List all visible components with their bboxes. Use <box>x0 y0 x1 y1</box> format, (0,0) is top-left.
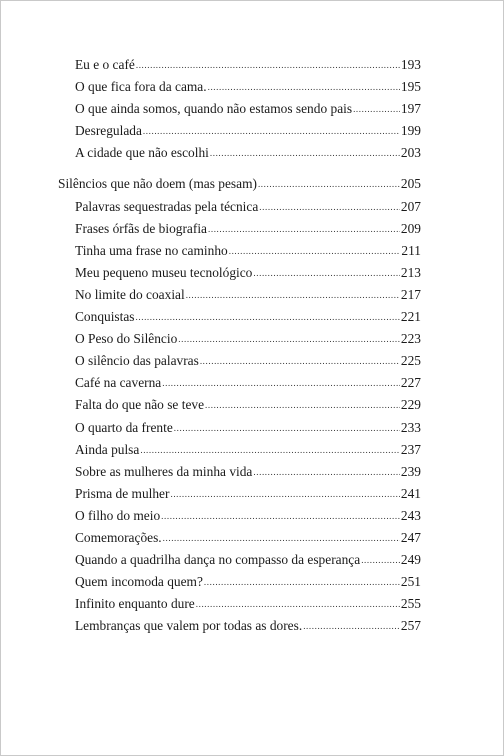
dot-leader <box>303 615 400 637</box>
toc-entry-title: A cidade que não escolhi <box>75 145 209 161</box>
toc-entry-title: Infinito enquanto dure <box>75 596 195 612</box>
toc-entry[interactable] <box>58 142 421 164</box>
toc-entry[interactable] <box>58 54 421 76</box>
toc-entry[interactable] <box>58 505 421 527</box>
toc-entry[interactable] <box>58 306 421 328</box>
toc-entry-page: 213 <box>400 264 421 280</box>
toc-entry-page: 221 <box>400 309 421 325</box>
toc-entry-title: Comemorações. <box>75 529 162 545</box>
toc-entry-title: Eu e o café <box>75 57 135 72</box>
toc-entry-page: 233 <box>400 419 421 435</box>
toc-entry-title: Conquistas <box>75 309 135 325</box>
toc-entry[interactable] <box>58 527 421 549</box>
dot-leader <box>208 218 400 240</box>
toc-entry-title: Sobre as mulheres da minha vida <box>75 463 253 479</box>
toc-entry-page: 205 <box>400 176 421 192</box>
toc-entry[interactable] <box>58 483 421 505</box>
toc-entry[interactable] <box>58 461 421 483</box>
toc-entry-title: Palavras sequestradas pela técnica <box>75 198 259 214</box>
toc-entry-title: Lembranças que valem por todas as dores. <box>75 618 303 634</box>
toc-entry-page: 257 <box>400 618 421 634</box>
toc-entry-title: O que fica fora da cama. <box>75 79 207 95</box>
toc-entry[interactable] <box>58 350 421 372</box>
toc-entry-title: Falta do que não se teve <box>75 397 205 413</box>
toc-entry-page: 197 <box>400 101 421 117</box>
dot-leader <box>229 240 401 262</box>
toc-entry-page: 241 <box>400 485 421 501</box>
toc-entry-title: No limite do coaxial <box>75 286 185 302</box>
toc-entry-page: 211 <box>401 242 421 258</box>
toc-entry-title: Quando a quadrilha dança no compasso da esperança <box>75 552 361 568</box>
dot-leader <box>136 54 400 76</box>
toc-entry-page: 229 <box>400 397 421 413</box>
dot-leader <box>361 549 400 571</box>
toc-entry-page: 203 <box>400 145 421 161</box>
toc-entry[interactable] <box>58 262 421 284</box>
toc-entry-title: Frases órfãs de biografia <box>75 220 207 236</box>
toc-entry-title: O silêncio das palavras <box>75 353 199 369</box>
toc-entry[interactable] <box>58 394 421 416</box>
dot-leader <box>143 120 400 142</box>
toc-entry-page: 193 <box>400 57 421 72</box>
toc-entry[interactable] <box>58 218 421 240</box>
dot-leader <box>161 505 400 527</box>
dot-leader <box>136 306 400 328</box>
dot-leader <box>205 394 400 416</box>
dot-leader <box>204 571 400 593</box>
toc-entry-page: 223 <box>400 331 421 347</box>
toc-entry[interactable] <box>58 615 421 637</box>
toc-entry-title: Café na caverna <box>75 375 162 391</box>
dot-leader <box>178 328 400 350</box>
toc-entry-page: 207 <box>400 198 421 214</box>
toc-entry-page: 237 <box>400 441 421 457</box>
toc-entry[interactable] <box>58 439 421 461</box>
toc-entry[interactable] <box>58 120 421 142</box>
toc-entry-title: O filho do meio <box>75 507 161 523</box>
dot-leader <box>186 284 400 306</box>
dot-leader <box>174 417 400 439</box>
toc-entry[interactable] <box>58 328 421 350</box>
dot-leader <box>253 262 400 284</box>
dot-leader <box>259 196 400 218</box>
toc-entry[interactable] <box>58 196 421 218</box>
toc-entry-page: 251 <box>400 574 421 590</box>
toc-entry-page: 227 <box>400 375 421 391</box>
toc-entry-title: Tinha uma frase no caminho <box>75 242 228 258</box>
toc-entry-page: 195 <box>400 79 421 95</box>
toc-entry-title: Meu pequeno museu tecnológico <box>75 264 253 280</box>
dot-leader <box>353 98 400 120</box>
toc-entry[interactable] <box>58 549 421 571</box>
toc-entry[interactable] <box>58 372 421 394</box>
toc-entry-page: 255 <box>400 596 421 612</box>
dot-leader <box>200 350 400 372</box>
dot-leader <box>208 76 400 98</box>
toc-entry[interactable] <box>58 76 421 98</box>
toc-entry[interactable] <box>58 417 421 439</box>
toc-entry-page: 249 <box>400 552 421 568</box>
toc-entry-page: 199 <box>400 123 421 139</box>
toc-entry-page: 209 <box>400 220 421 236</box>
toc-entry[interactable] <box>58 571 421 593</box>
toc-entry-page: 225 <box>400 353 421 369</box>
dot-leader <box>196 593 400 615</box>
toc-entry[interactable] <box>58 284 421 306</box>
dot-leader <box>140 439 400 461</box>
toc-entry-title: Desregulada <box>75 123 142 139</box>
toc-entry-page: 217 <box>400 286 421 302</box>
toc-entry[interactable] <box>58 240 421 262</box>
toc-entry[interactable] <box>58 98 421 120</box>
dot-leader <box>258 173 400 195</box>
dot-leader <box>163 527 400 549</box>
toc-section-entry[interactable] <box>58 173 421 195</box>
dot-leader <box>170 483 399 505</box>
toc-entry-title: Prisma de mulher <box>75 485 170 501</box>
toc-entry-title: Quem incomoda quem? <box>75 574 203 590</box>
toc-entry-page: 239 <box>400 463 421 479</box>
toc-entry-title: O que ainda somos, quando não estamos sendo pais <box>75 101 353 117</box>
toc-entry[interactable] <box>58 593 421 615</box>
dot-leader <box>162 372 400 394</box>
dot-leader <box>253 461 400 483</box>
toc-section-title: Silêncios que não doem (mas pesam) <box>58 176 257 192</box>
dot-leader <box>210 142 400 164</box>
toc-entry-page: 243 <box>400 507 421 523</box>
toc-entry-title: Ainda pulsa <box>75 441 140 457</box>
table-of-contents <box>58 54 421 637</box>
toc-entry-title: O Peso do Silêncio <box>75 331 178 347</box>
toc-entry-page: 247 <box>400 529 421 545</box>
toc-entry-title: O quarto da frente <box>75 419 173 435</box>
